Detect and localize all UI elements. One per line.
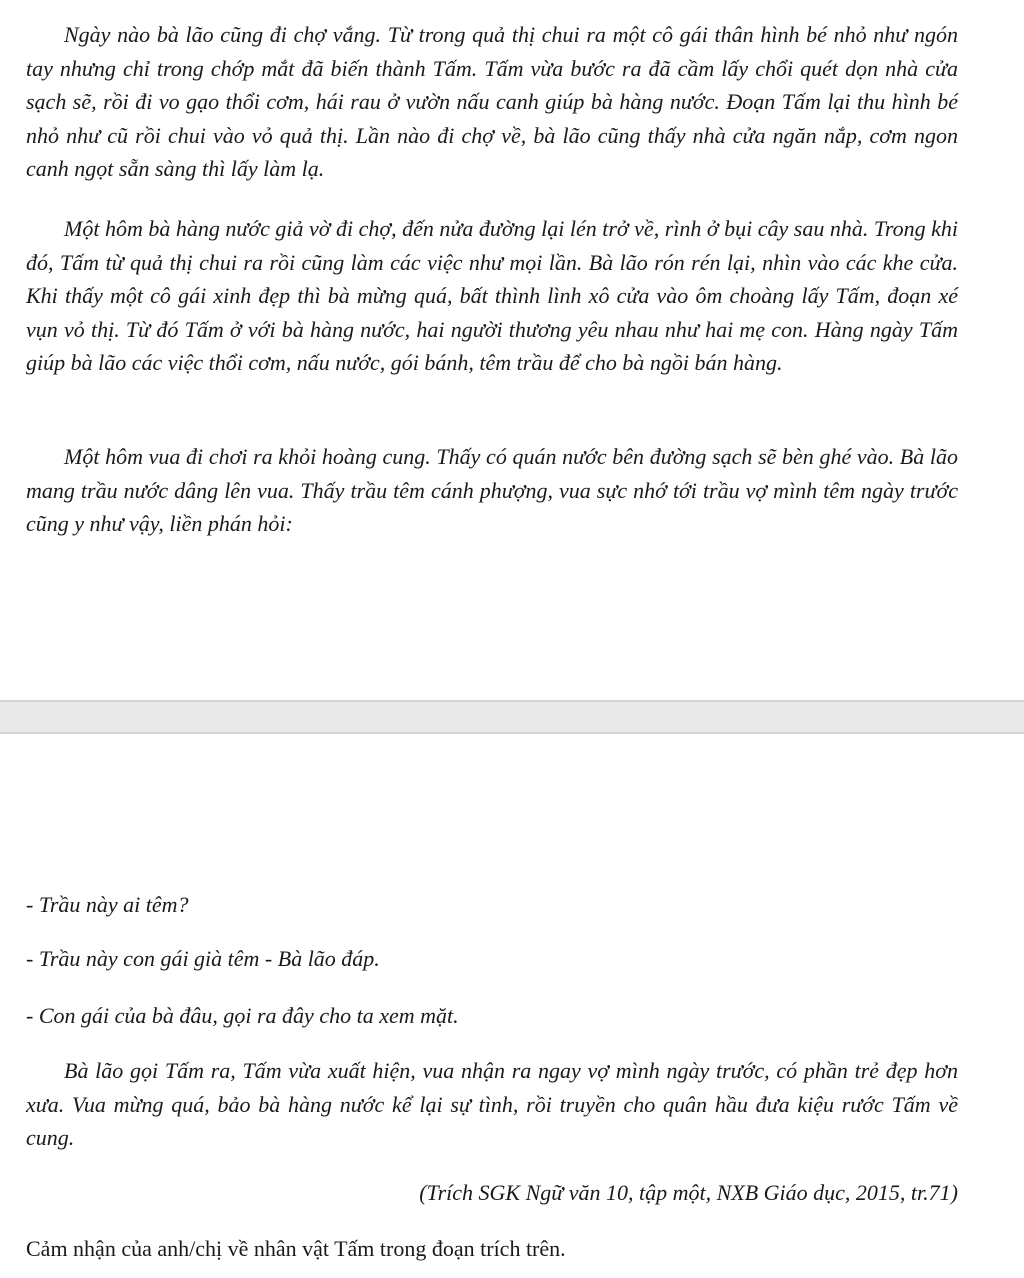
- dialogue-line-3: - Con gái của bà đâu, gọi ra đây cho ta xem mặt.: [26, 1003, 459, 1028]
- document-page-2: [0, 734, 1024, 1278]
- source-citation: (Trích SGK Ngữ văn 10, tập một, NXB Giáo dục, 2015, tr.71): [419, 1180, 958, 1205]
- dialogue-line-2: - Trầu này con gái già têm - Bà lão đáp.: [26, 946, 380, 971]
- page-break-divider: [0, 700, 1024, 734]
- paragraph-4: Bà lão gọi Tấm ra, Tấm vừa xuất hiện, vua nhận ra ngay vợ mình ngày trước, có phần trẻ đẹp hơn xưa. Vua mừng quá, bảo bà hàng nước kể lại sự tình, rồi truyền cho quân hầu đưa kiệu rước Tấm về cung.: [26, 1058, 958, 1150]
- paragraph-3: Một hôm vua đi chơi ra khỏi hoàng cung. Thấy có quán nước bên đường sạch sẽ bèn ghé vào. Bà lão mang trầu nước dâng lên vua. Thấy trầu têm cánh phượng, vua sực nhớ tới trầu vợ mình têm ngày trước cũng y như vậy, liền phán hỏi:: [26, 444, 958, 536]
- paragraph-2: Một hôm bà hàng nước giả vờ đi chợ, đến nửa đường lại lén trở về, rình ở bụi cây sau nhà. Trong khi đó, Tấm từ quả thị chui ra rồi cũng làm các việc như mọi lần. Bà lão rón rén lại, nhìn vào các khe cửa. Khi thấy một cô gái xinh đẹp thì bà mừng quá, bất thình lình xô cửa vào ôm choàng lấy Tấm, đoạn xé vụn vỏ thị. Từ đó Tấm ở với bà hàng nước, hai người thương yêu nhau như hai mẹ con. Hàng ngày Tấm giúp bà lão các việc thổi cơm, nấu nước, gói bánh, têm trầu để cho bà ngồi bán hàng.: [26, 216, 958, 375]
- paragraph-1: Ngày nào bà lão cũng đi chợ vắng. Từ trong quả thị chui ra một cô gái thân hình bé nhỏ như ngón tay nhưng chỉ trong chớp mắt đã biến thành Tấm. Tấm vừa bước ra đã cầm lấy chổi quét dọn nhà cửa sạch sẽ, rồi đi vo gạo thổi cơm, hái rau ở vườn nấu canh giúp bà hàng nước. Đoạn Tấm lại thu hình bé nhỏ như cũ rồi chui vào vỏ quả thị. Lần nào đi chợ về, bà lão cũng thấy nhà cửa ngăn nắp, cơm ngon canh ngọt sẵn sàng thì lấy làm lạ.: [26, 22, 958, 181]
- essay-question: Cảm nhận của anh/chị về nhân vật Tấm trong đoạn trích trên.: [26, 1236, 566, 1261]
- dialogue-line-1: - Trầu này ai têm?: [26, 892, 189, 917]
